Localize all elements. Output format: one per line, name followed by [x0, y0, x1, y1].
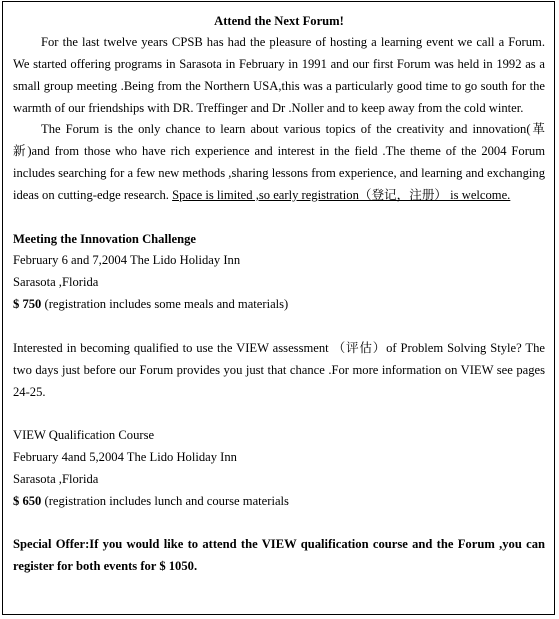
view-paragraph: Interested in becoming qualified to use the VIEW assessment （评估）of Problem Solving Style? The two days just before our Forum provides you just that chance .For more information on VIEW see pages 24-25. — [13, 340, 545, 399]
event1-dates: February 6 and 7,2004 The Lido Holiday Inn — [13, 253, 241, 268]
event1-heading: Meeting the Innovation Challenge — [13, 231, 196, 246]
event2-price: $ 650 — [13, 493, 42, 508]
event1-price-line — [13, 294, 545, 316]
spacer — [13, 316, 545, 338]
event2-heading: VIEW Qualification Course — [13, 428, 155, 443]
spacer — [13, 513, 545, 535]
event1-location: Sarasota ,Florida — [13, 275, 99, 290]
event2-dates: February 4and 5,2004 The Lido Holiday Inn — [13, 450, 237, 465]
event2-price-line — [13, 491, 545, 513]
intro-paragraph: For the last twelve years CPSB has had the pleasure of hosting a learning event we call a Forum. We started offering programs in Sarasota in February in 1991 and our first Forum was held in 1992 as a small group meeting .Being from the Northern USA,this was a particularly good time to go south for the warmth of our friendships with DR. Treffinger and Dr .Noller and to keep away from the cold winter. — [13, 35, 545, 115]
registration-note: Space is limited ,so early registration（登记，注册） is welcome. — [172, 187, 511, 202]
event2-location: Sarasota ,Florida — [13, 471, 99, 486]
spacer — [13, 403, 545, 425]
event1-price: $ 750 — [13, 297, 42, 312]
event2-price-note: (registration includes lunch and course materials — [44, 493, 289, 508]
special-offer: Special Offer:If you would like to attend the VIEW qualification course and the Forum ,you can register for both events for $ 1050. — [13, 537, 545, 574]
notice-title: Attend the Next Forum! — [214, 14, 344, 28]
forum-description-paragraph — [13, 119, 545, 206]
spacer — [13, 207, 545, 229]
event1-price-note: (registration includes some meals and materials) — [44, 297, 289, 312]
forum-notice — [2, 1, 555, 615]
forum-description-text: The Forum is the only chance to learn about various topics of the creativity and innovation(革新)and from those who have rich experience and interest in the field .The theme of the 2004 Forum includes searching for a few new methods ,sharing lessons from experience, and learning and exchanging ideas on cutting-edge research. — [13, 122, 545, 202]
